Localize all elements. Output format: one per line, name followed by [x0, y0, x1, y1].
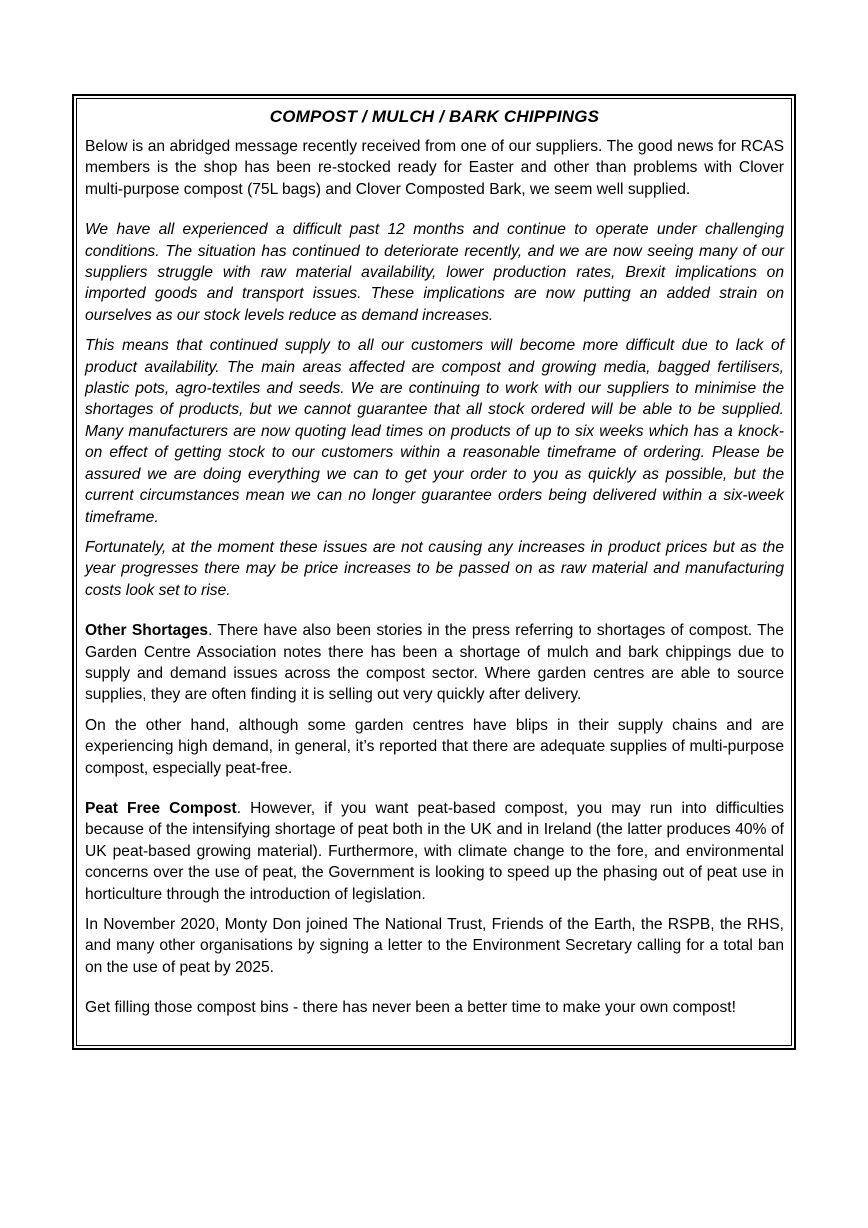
paragraph-text: Get filling those compost bins - there has never been a better time to make your own compost!	[85, 999, 736, 1017]
paragraph-text: Below is an abridged message recently received from one of our suppliers. The good news for RCAS members is the shop has been re-stocked ready for Easter and other than problems with Clover multi-purpose compost (75L bags) and Clover Composted Bark, we seem well supplied.	[85, 138, 784, 198]
paragraph-other-hand	[85, 715, 784, 779]
paragraph-supplier-message-2	[85, 335, 784, 528]
paragraph-lead: Peat Free Compost	[85, 799, 237, 817]
page-title: COMPOST / MULCH / BARK CHIPPINGS	[269, 107, 600, 126]
document-border-inner	[76, 98, 792, 1046]
paragraph-text: This means that continued supply to all our customers will become more difficult due to lack of product availability. The main areas affected are compost and growing media, bagged fertilisers, plastic pots, agro-textiles and seeds. We are continuing to work with our suppliers to minimise the shortages of products, but we cannot guarantee that all stock ordered will be able to be supplied. Many manufacturers are now quoting lead times on products of up to six weeks which has a knock-on effect of getting stock to our customers within a reasonable timeframe of ordering. Please be assured we are doing everything we can to get your order to you as quickly as possible, but the current circumstances mean we can no longer guarantee orders being delivered within a six-week timeframe.	[85, 337, 784, 526]
paragraph-other-shortages	[85, 620, 784, 706]
paragraph-text: In November 2020, Monty Don joined The National Trust, Friends of the Earth, the RSPB, the RHS, and many other organisations by signing a letter to the Environment Secretary calling for a total ban on the use of peat by 2025.	[85, 916, 784, 976]
paragraph-closing	[85, 997, 784, 1018]
paragraph-text: We have all experienced a difficult past 12 months and continue to operate under challenging conditions. The situation has continued to deteriorate recently, and we are now seeing many of our suppliers struggle with raw material availability, lower production rates, Brexit implications on imported goods and transport issues. These implications are now putting an added strain on ourselves as our stock levels reduce as demand increases.	[85, 221, 784, 324]
paragraph-supplier-message-1	[85, 219, 784, 326]
paragraph-text: On the other hand, although some garden centres have blips in their supply chains and are experiencing high demand, in general, it’s reported that there are adequate supplies of multi-purpose compost, especially peat-free.	[85, 716, 784, 777]
paragraph-text: . However, if you want peat-based compost, you may run into difficulties because of the intensifying shortage of peat both in the UK and in Ireland (the latter produces 40% of UK peat-based growing material). Furthermore, with climate change to the fore, and environmental concerns over the use of peat, the Government is looking to speed up the phasing out of peat use in horticulture through the introduction of legislation.	[85, 799, 784, 903]
paragraph-monty-don	[85, 914, 784, 978]
paragraph-peat-free-compost	[85, 798, 784, 905]
paragraph-supplier-message-3	[85, 537, 784, 601]
paragraph-intro	[85, 136, 784, 200]
paragraph-text: . There have also been stories in the press referring to shortages of compost. The Garden Centre Association notes there has been a shortage of mulch and bark chippings due to supply and demand issues across the compost sector. Where garden centres are able to source supplies, they are often finding it is selling out very quickly after delivery.	[85, 622, 784, 704]
document-border-outer	[72, 94, 796, 1050]
paragraph-text: Fortunately, at the moment these issues are not causing any increases in product prices but as the year progresses there may be price increases to be passed on as raw material and manufacturing costs look set to rise.	[85, 538, 784, 599]
paragraph-lead: Other Shortages	[85, 622, 209, 640]
